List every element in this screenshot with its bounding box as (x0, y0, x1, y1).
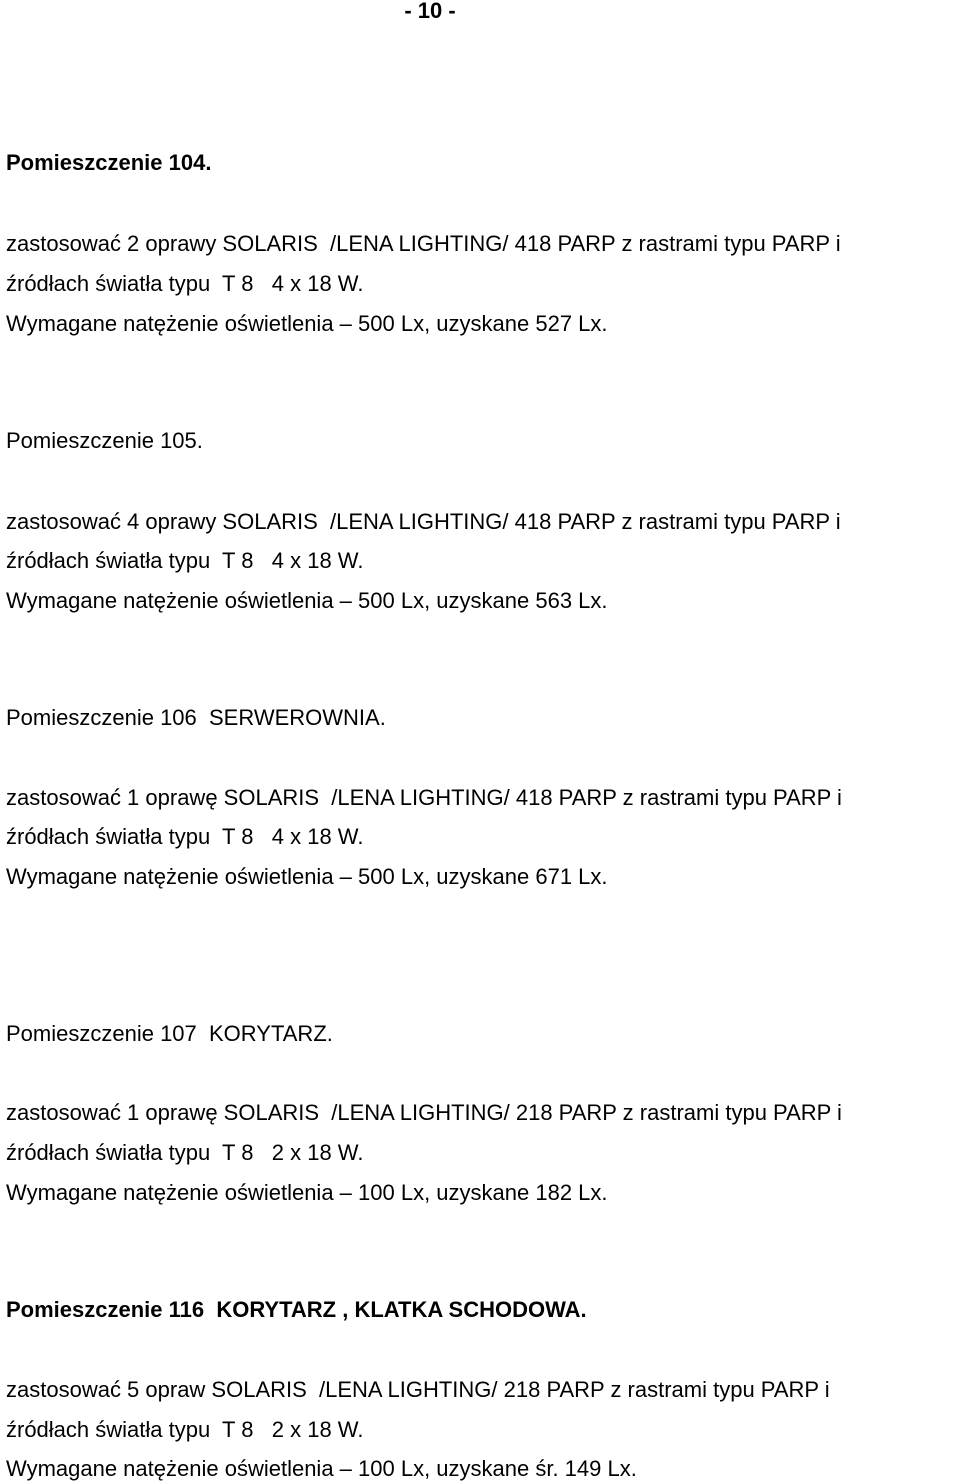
page-number: - 10 - (404, 0, 456, 23)
section-text-line: Wymagane natężenie oświetlenia – 500 Lx, uzyskane 527 Lx. (6, 311, 608, 336)
section-text-line: zastosować 1 oprawę SOLARIS /LENA LIGHTING/ 218 PARP z rastrami typu PARP i (6, 1100, 842, 1125)
section-text-line: zastosować 5 opraw SOLARIS /LENA LIGHTING/ 218 PARP z rastrami typu PARP i (6, 1377, 830, 1402)
section-text-line: Wymagane natężenie oświetlenia – 100 Lx, uzyskane śr. 149 Lx. (6, 1456, 637, 1481)
section-text-line: Wymagane natężenie oświetlenia – 100 Lx, uzyskane 182 Lx. (6, 1180, 608, 1205)
section-heading-107: Pomieszczenie 107 KORYTARZ. (6, 1021, 333, 1046)
section-heading-105: Pomieszczenie 105. (6, 428, 203, 453)
section-text-line: zastosować 2 oprawy SOLARIS /LENA LIGHTING/ 418 PARP z rastrami typu PARP i (6, 231, 841, 256)
section-text-line: zastosować 4 oprawy SOLARIS /LENA LIGHTING/ 418 PARP z rastrami typu PARP i (6, 509, 841, 534)
section-heading-106: Pomieszczenie 106 SERWEROWNIA. (6, 705, 386, 730)
section-text-line: źródłach światła typu T 8 2 x 18 W. (6, 1417, 364, 1442)
section-text-line: Wymagane natężenie oświetlenia – 500 Lx, uzyskane 671 Lx. (6, 864, 608, 889)
section-text-line: źródłach światła typu T 8 4 x 18 W. (6, 271, 364, 296)
section-text-line: źródłach światła typu T 8 2 x 18 W. (6, 1140, 364, 1165)
section-heading-104: Pomieszczenie 104. (6, 150, 212, 175)
section-text-line: źródłach światła typu T 8 4 x 18 W. (6, 824, 364, 849)
section-heading-116: Pomieszczenie 116 KORYTARZ , KLATKA SCHODOWA. (6, 1297, 587, 1322)
section-text-line: Wymagane natężenie oświetlenia – 500 Lx, uzyskane 563 Lx. (6, 588, 608, 613)
section-text-line: zastosować 1 oprawę SOLARIS /LENA LIGHTING/ 418 PARP z rastrami typu PARP i (6, 785, 842, 810)
section-text-line: źródłach światła typu T 8 4 x 18 W. (6, 548, 364, 573)
